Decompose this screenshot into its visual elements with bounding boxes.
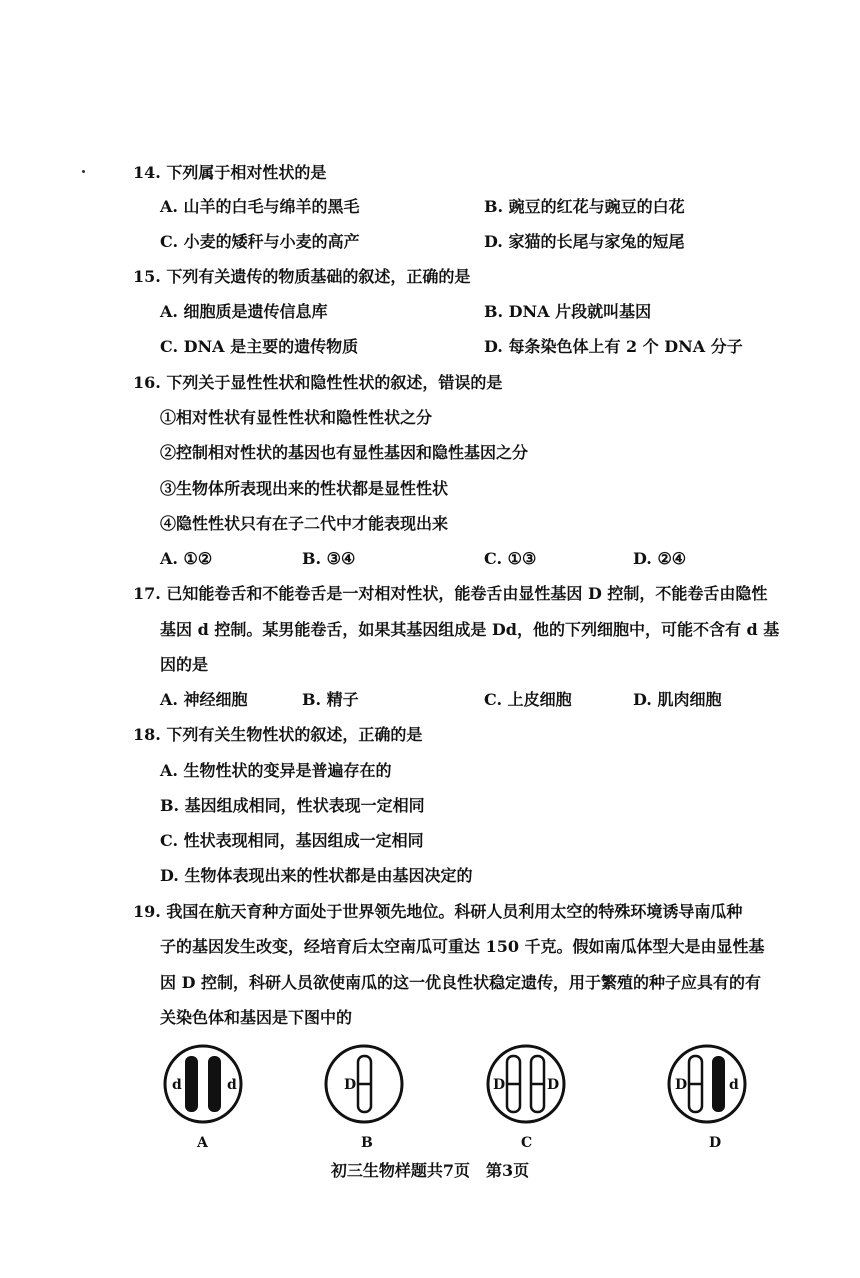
q19-stem-line-2: 子的基因发生改变，经培育后太空南瓜可重达 150 千克。假如南瓜体型大是由显性基 (160, 937, 765, 956)
cell-b-gene-left: D (344, 1077, 357, 1093)
page-footer: 初三生物样题共7页 第3页 (330, 1161, 530, 1180)
q18-stem: 18. 下列有关生物性状的叙述，正确的是 (133, 725, 423, 744)
cell-a-gene-left: d (172, 1077, 182, 1093)
q15-stem: 15. 下列有关遗传的物质基础的叙述，正确的是 (133, 267, 471, 286)
q16-statement-3: ③生物体所表现出来的性状都是显性性状 (160, 479, 449, 498)
q16-statement-2: ②控制相对性状的基因也有显性基因和隐性基因之分 (160, 443, 529, 462)
cell-d (669, 1046, 745, 1151)
q17-option-d: D. 肌肉细胞 (633, 690, 722, 709)
q16-option-d: D. ②④ (633, 549, 687, 568)
cell-a-gene-right: d (227, 1077, 237, 1093)
q17-option-c: C. 上皮细胞 (484, 690, 572, 709)
cell-a-chromosome-right (208, 1056, 221, 1112)
cell-a-chromosome-left (185, 1056, 198, 1112)
q18-option-b: B. 基因组成相同，性状表现一定相同 (160, 796, 425, 815)
q16-option-c: C. ①③ (484, 549, 537, 568)
cell-d-gene-left: D (675, 1077, 688, 1093)
q19-stem-line-4: 关染色体和基因是下图中的 (160, 1008, 353, 1027)
cell-c-gene-right: D (547, 1077, 560, 1093)
q19-stem-line-3: 因 D 控制，科研人员欲使南瓜的这一优良性状稳定遗传，用于繁殖的种子应具有的有 (160, 973, 762, 992)
q14-stem: 14. 下列属于相对性状的是 (133, 163, 327, 182)
q14-option-b: B. 豌豆的红花与豌豆的白花 (484, 197, 685, 216)
cell-a (165, 1046, 241, 1151)
q17-stem-line-1: 17. 已知能卷舌和不能卷舌是一对相对性状，能卷舌由显性基因 D 控制，不能卷舌由隐性 (133, 584, 768, 603)
q17-stem-line-2: 基因 d 控制。某男能卷舌，如果其基因组成是 Dd，他的下列细胞中，可能不含有 d 基 (160, 620, 780, 639)
cell-d-chromosome-right (712, 1056, 725, 1112)
scan-speck (82, 170, 85, 173)
cell-d-label: D (709, 1135, 722, 1151)
chromosome-figure (0, 1044, 860, 1159)
q15-option-c: C. DNA 是主要的遗传物质 (160, 337, 359, 356)
q15-option-b: B. DNA 片段就叫基因 (484, 302, 652, 321)
cell-c-gene-left: D (493, 1077, 506, 1093)
q17-option-b: B. 精子 (302, 690, 359, 709)
q17-option-a: A. 神经细胞 (160, 690, 248, 709)
cell-b-label: B (361, 1135, 373, 1151)
q16-stem: 16. 下列关于显性性状和隐性性状的叙述，错误的是 (133, 373, 503, 392)
q17-stem-line-3: 因的是 (160, 655, 209, 674)
q16-statement-4: ④隐性性状只有在子二代中才能表现出来 (160, 514, 449, 533)
q14-option-c: C. 小麦的矮秆与小麦的高产 (160, 232, 360, 251)
q18-option-d: D. 生物体表现出来的性状都是由基因决定的 (160, 866, 473, 885)
cell-c (488, 1046, 564, 1151)
q15-option-d: D. 每条染色体上有 2 个 DNA 分子 (484, 337, 743, 356)
q16-option-a: A. ①② (160, 549, 213, 568)
q18-option-c: C. 性状表现相同，基因组成一定相同 (160, 831, 424, 850)
cell-c-label: C (521, 1135, 533, 1151)
cell-d-gene-right: d (729, 1077, 739, 1093)
q18-option-a: A. 生物性状的变异是普遍存在的 (160, 761, 392, 780)
q15-option-a: A. 细胞质是遗传信息库 (160, 302, 328, 321)
cell-b (326, 1046, 402, 1151)
q14-option-d: D. 家猫的长尾与家兔的短尾 (484, 232, 685, 251)
q19-stem-line-1: 19. 我国在航天育种方面处于世界领先地位。科研人员利用太空的特殊环境诱导南瓜种 (133, 902, 743, 921)
cell-a-label: A (197, 1135, 208, 1151)
q16-option-b: B. ③④ (302, 549, 356, 568)
q16-statement-1: ①相对性状有显性性状和隐性性状之分 (160, 408, 433, 427)
q14-option-a: A. 山羊的白毛与绵羊的黑毛 (160, 197, 360, 216)
